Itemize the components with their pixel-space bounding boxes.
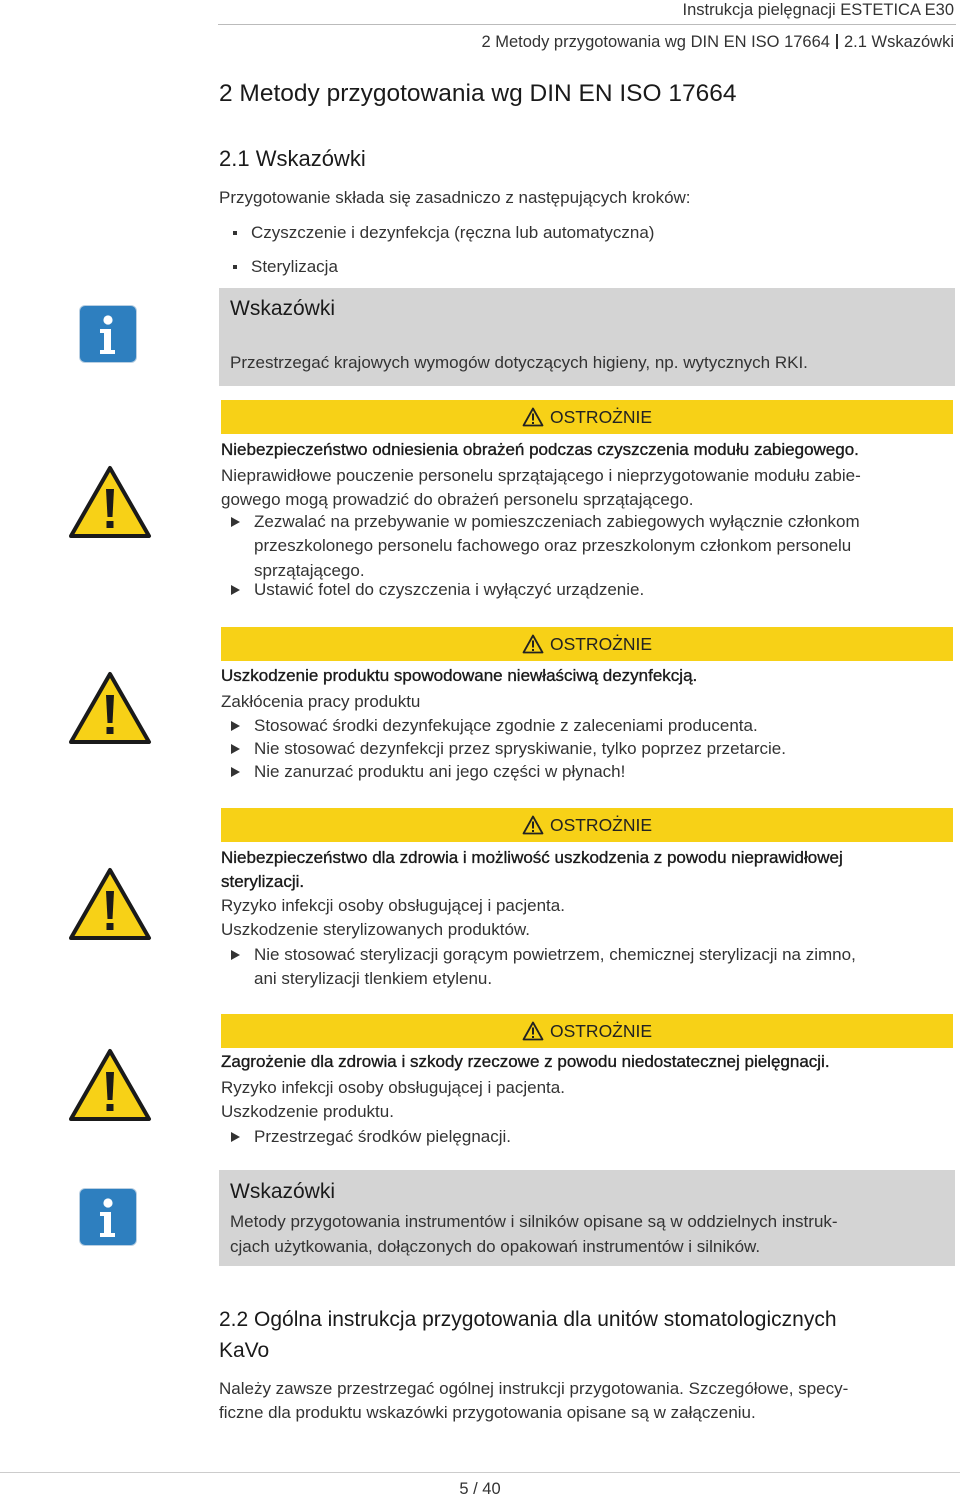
arrow-icon bbox=[231, 1132, 240, 1142]
caution-line: Ryzyko infekcji osoby obsługującej i pacjenta. bbox=[221, 1078, 565, 1097]
caution-title: Zagrożenie dla zdrowia i szkody rzeczowe z powodu niedostatecznej pielęgnacji. bbox=[221, 1052, 830, 1071]
note-line: Metody przygotowania instrumentów i silników opisane są w oddzielnych instruk- bbox=[230, 1212, 838, 1231]
action-item bbox=[231, 578, 644, 602]
caution-description bbox=[221, 464, 861, 513]
caution-description: Zakłócenia pracy produktu bbox=[221, 692, 421, 711]
footer-divider bbox=[0, 1472, 960, 1473]
action-item bbox=[231, 1125, 511, 1149]
action-item bbox=[231, 714, 758, 738]
caution-icon bbox=[522, 407, 544, 427]
action-line: Nie zanurzać produktu ani jego części w płynach! bbox=[254, 762, 626, 781]
caution-bar bbox=[221, 808, 953, 842]
arrow-icon bbox=[231, 950, 240, 960]
action-line: Stosować środki dezynfekujące zgodnie z zaleceniami producenta. bbox=[254, 716, 758, 735]
caution-description bbox=[221, 894, 565, 943]
caution-title: Uszkodzenie produktu spowodowane niewłaściwą dezynfekcją. bbox=[221, 666, 698, 685]
caution-icon bbox=[522, 815, 544, 835]
action-item bbox=[231, 510, 860, 583]
caution-description bbox=[221, 1076, 565, 1125]
caution-label: OSTROŻNIE bbox=[549, 407, 653, 427]
warning-triangle-icon bbox=[68, 867, 152, 941]
action-line: Nie stosować dezynfekcji przez spryskiwanie, tylko poprzez przetarcie. bbox=[254, 739, 786, 758]
breadcrumb-chapter: 2 Metody przygotowania wg DIN EN ISO 17664 bbox=[481, 33, 830, 51]
action-line: Przestrzegać środków pielęgnacji. bbox=[254, 1127, 512, 1146]
caution-label: OSTROŻNIE bbox=[549, 815, 653, 835]
arrow-icon bbox=[231, 517, 240, 527]
header-divider bbox=[218, 24, 956, 25]
note-line: cjach użytkowania, dołączonych do opakowań instrumentów i silników. bbox=[230, 1236, 761, 1256]
caution-bar bbox=[221, 627, 953, 661]
paragraph-line: Należy zawsze przestrzegać ogólnej instrukcji przygotowania. Szczegółowe, specy- bbox=[219, 1379, 849, 1398]
caution-line: Nieprawidłowe pouczenie personelu sprzątającego i nieprzygotowanie modułu zabie- bbox=[221, 466, 861, 485]
action-line: ani sterylizacji tlenkiem etylenu. bbox=[254, 969, 493, 989]
arrow-icon bbox=[231, 585, 240, 595]
list-item: Sterylizacja bbox=[233, 255, 654, 289]
info-icon bbox=[80, 306, 136, 362]
action-line: przeszkolonego personelu fachowego oraz przeszkolonym członkom personelu bbox=[254, 536, 852, 556]
caution-line: Ryzyko infekcji osoby obsługującej i pacjenta. bbox=[221, 896, 565, 915]
arrow-icon bbox=[231, 767, 240, 777]
warning-triangle-icon bbox=[68, 1048, 152, 1122]
caution-icon bbox=[522, 634, 544, 654]
action-item bbox=[231, 760, 625, 784]
warning-triangle-icon bbox=[68, 465, 152, 539]
steps-list bbox=[233, 221, 654, 289]
warning-triangle-icon bbox=[68, 671, 152, 745]
caution-label: OSTROŻNIE bbox=[549, 1021, 653, 1041]
section-paragraph bbox=[219, 1377, 848, 1426]
section-title-line: 2.2 Ogólna instrukcja przygotowania dla unitów stomatologicznych bbox=[219, 1308, 837, 1331]
breadcrumb-section: 2.1 Wskazówki bbox=[843, 33, 954, 51]
caution-title-line: sterylizacji. bbox=[221, 872, 305, 892]
caution-icon bbox=[522, 1021, 544, 1041]
section-intro: Przygotowanie składa się zasadniczo z następujących kroków: bbox=[219, 188, 691, 207]
action-line: Zezwalać na przebywanie w pomieszczeniach zabiegowych wyłącznie członkom bbox=[254, 512, 860, 531]
note-text: Przestrzegać krajowych wymogów dotyczących higieny, np. wytycznych RKI. bbox=[230, 353, 808, 372]
section-title-line: KaVo bbox=[219, 1339, 270, 1362]
note-title: Wskazówki bbox=[230, 1180, 336, 1203]
caution-line: Uszkodzenie produktu. bbox=[221, 1102, 394, 1122]
caution-title bbox=[221, 846, 843, 895]
arrow-icon bbox=[231, 744, 240, 754]
caution-bar bbox=[221, 400, 953, 434]
section-title: 2.1 Wskazówki bbox=[219, 146, 366, 171]
breadcrumb-separator bbox=[836, 34, 838, 49]
note-box bbox=[219, 288, 955, 386]
section-title bbox=[219, 1304, 919, 1366]
caution-line: Uszkodzenie sterylizowanych produktów. bbox=[221, 920, 530, 940]
list-item: Czyszczenie i dezynfekcja (ręczna lub automatyczna) bbox=[233, 221, 654, 255]
header-breadcrumb bbox=[481, 33, 954, 52]
action-line: Nie stosować sterylizacji gorącym powietrzem, chemicznej sterylizacji na zimno, bbox=[254, 945, 856, 964]
caution-bar bbox=[221, 1014, 953, 1048]
page-number: 5 / 40 bbox=[459, 1480, 501, 1498]
note-title: Wskazówki bbox=[230, 297, 336, 320]
caution-line: gowego mogą prowadzić do obrażeń personelu sprzątającego. bbox=[221, 490, 694, 510]
info-icon bbox=[80, 1189, 136, 1245]
caution-title-line: Niebezpieczeństwo dla zdrowia i możliwość uszkodzenia z powodu nieprawidłowej bbox=[221, 848, 843, 867]
action-item bbox=[231, 943, 856, 992]
note-box bbox=[219, 1170, 955, 1266]
action-line: sprzątającego. bbox=[254, 560, 365, 580]
caution-title: Niebezpieczeństwo odniesienia obrażeń podczas czyszczenia modułu zabiegowego. bbox=[221, 440, 859, 459]
arrow-icon bbox=[231, 721, 240, 731]
note-text bbox=[230, 1210, 929, 1259]
paragraph-line: ficzne dla produktu wskazówki przygotowania opisane są w załączeniu. bbox=[219, 1403, 756, 1423]
chapter-title: 2 Metody przygotowania wg DIN EN ISO 17664 bbox=[219, 80, 737, 107]
action-item bbox=[231, 737, 786, 761]
action-line: Ustawić fotel do czyszczenia i wyłączyć urządzenie. bbox=[254, 580, 645, 599]
document-title: Instrukcja pielęgnacji ESTETICA E30 bbox=[682, 1, 954, 19]
caution-label: OSTROŻNIE bbox=[549, 634, 653, 654]
